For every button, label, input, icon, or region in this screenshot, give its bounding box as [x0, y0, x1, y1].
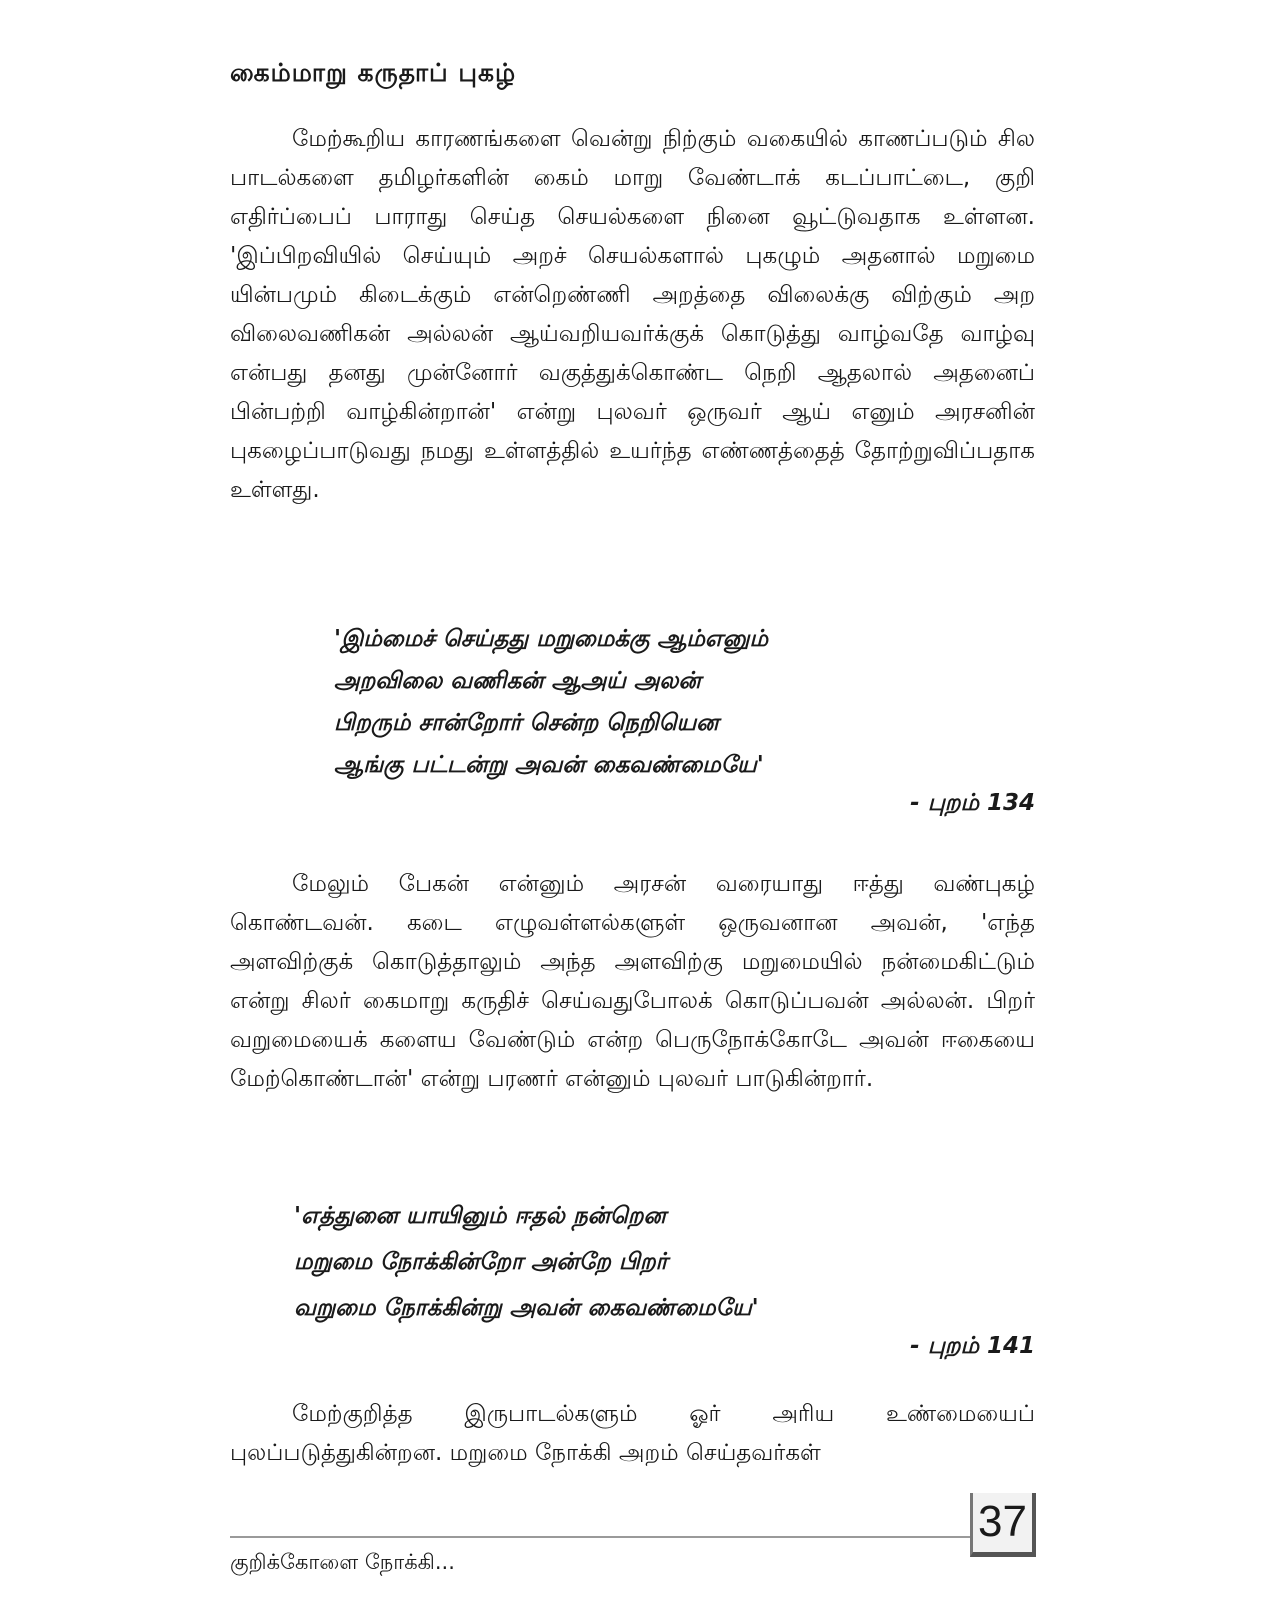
section-heading: கைம்மாறு கருதாப் புகழ் — [230, 58, 517, 87]
poem-line: அறவிலை வணிகன் ஆஅய் அலன் — [334, 668, 701, 694]
poem-line: வறுமை நோக்கின்று அவன் கைவண்மையே' — [294, 1295, 759, 1321]
poem-puram-141 — [294, 1193, 759, 1331]
poem-source-citation: - புறம் 141 — [910, 1333, 1035, 1359]
poem-line: 'இம்மைச் செய்தது மறுமைக்கு ஆம்எனும் — [334, 626, 768, 652]
poem-line: மறுமை நோக்கின்றோ அன்றே பிறர் — [294, 1249, 668, 1275]
paragraph-1: மேற்கூறிய காரணங்களை வென்று நிற்கும் வகையில் காணப்படும் சில பாடல்களை தமிழர்களின் கைம் மாறு வேண்டாக் கடப்பாட்டை, குறி எதிர்ப்பைப் பாராது செய்த செயல்களை நினை வூட்டுவதாக உள்ளன. 'இப்பிறவியில் செய்யும் அறச் செயல்களால் புகழும் அதனால் மறுமை யின்பமும் கிடைக்கும் என்றெண்ணி அறத்தை விலைக்கு விற்கும் அற விலைவணிகன் அல்லன் ஆய்வறியவர்க்குக் கொடுத்து வாழ்வதே வாழ்வு என்பது தனது முன்னோர் வகுத்துக்கொண்ட நெறி ஆதலால் அதனைப் பின்பற்றி வாழ்கின்றான்' என்று புலவர் ஒருவர் ஆய் எனும் அரசனின் புகழைப்பாடுவது நமது உள்ளத்தில் உயர்ந்த எண்ணத்தைத் தோற்றுவிப்பதாக உள்ளது. — [230, 126, 1035, 503]
running-footer-title: குறிக்கோளை நோக்கி... — [230, 1550, 455, 1574]
poem-source-citation: - புறம் 134 — [910, 790, 1035, 816]
footer-divider — [230, 1536, 972, 1538]
poem-puram-134 — [334, 618, 768, 786]
paragraph-3: மேற்குறித்த இருபாடல்களும் ஓர் அரிய உண்மையைப் புலப்படுத்துகின்றன. மறுமை நோக்கி அறம் செய்தவர்கள் — [230, 1401, 1035, 1466]
paragraph-2: மேலும் பேகன் என்னும் அரசன் வரையாது ஈத்து வண்புகழ் கொண்டவன். கடை எழுவள்ளல்களுள் ஒருவனான அவன், 'எந்த அளவிற்குக் கொடுத்தாலும் அந்த அளவிற்கு மறுமையில் நன்மைகிட்டும் என்று சிலர் கைமாறு கருதிச் செய்வதுபோலக் கொடுப்பவன் அல்லன். பிறர் வறுமையைக் களைய வேண்டும் என்ற பெருநோக்கோடே அவன் ஈகையை மேற்கொண்டான்' என்று பரணர் என்னும் புலவர் பாடுகின்றார். — [230, 871, 1035, 1092]
poem-line: ஆங்கு பட்டன்று அவன் கைவண்மையே' — [334, 752, 764, 778]
poem-line: பிறரும் சான்றோர் சென்ற நெறியென — [334, 710, 719, 736]
poem-line: 'எத்துனை யாயினும் ஈதல் நன்றென — [294, 1203, 666, 1229]
page-number: 37 — [970, 1493, 1036, 1557]
